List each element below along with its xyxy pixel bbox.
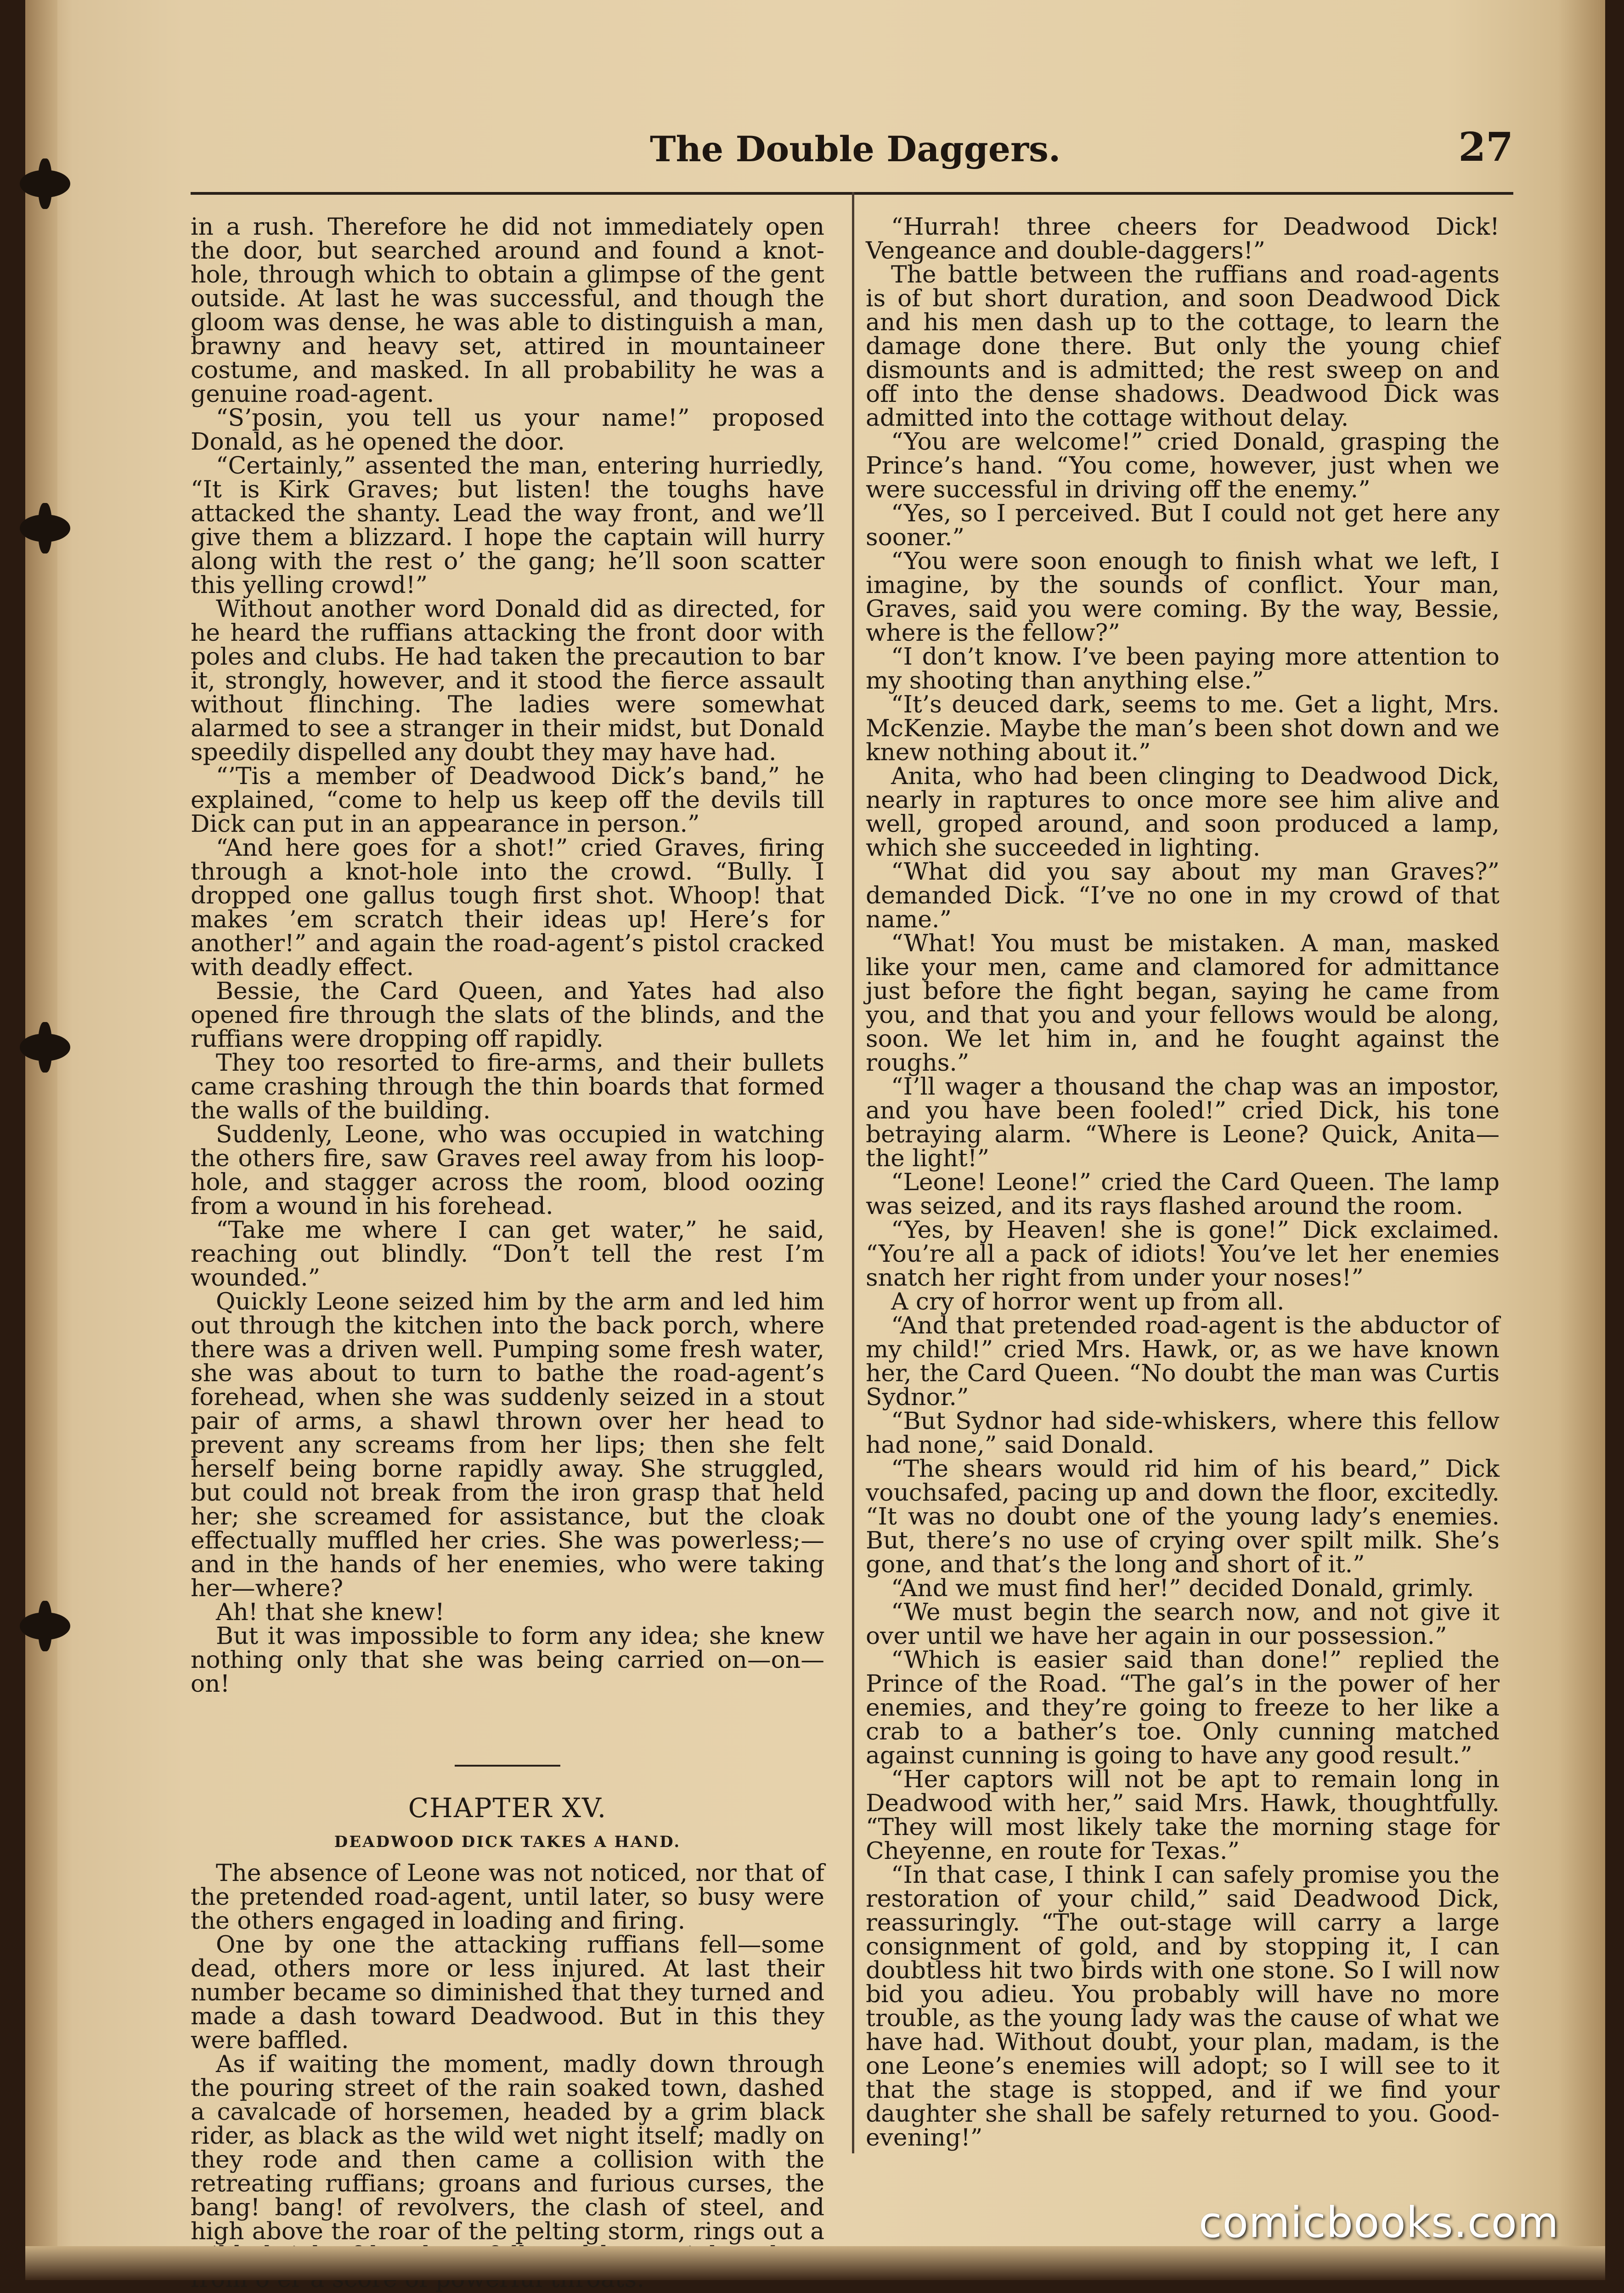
running-title: The Double Daggers. [650,129,1061,169]
paragraph: “Hurrah! three cheers for Deadwood Dick! Vengeance and double-daggers!” [866,213,1500,265]
paragraph: They too resorted to fire-arms, and their bullets came crashing through the thin boards that formed the walls of the building. [191,1049,824,1124]
paragraph: “We must begin the search now, and not give it over until we have her again in our possession.” [866,1598,1500,1650]
paragraph: “Which is easier said than done!” replied the Prince of the Road. “The gal’s in the power of her enemies, and they’re going to freeze to her like a crab to a bather’s toe. Only cunning matched against cunning is going to have any good result.” [866,1646,1500,1769]
column-divider [852,192,854,2153]
paragraph: “Take me where I can get water,” he said, reaching out blindly. “Don’t tell the rest I’m wounded.” [191,1216,824,1292]
paragraph: in a rush. Therefore he did not immediately open the door, but searched around and found a knot-hole, through which to obtain a glimpse of the gent outside. At last he was successful, and though the gloom was dense, he was able to distinguish a man, brawny and heavy set, attired in mountaineer costume, and masked. In all probability he was a genuine road-agent. [191,213,824,408]
paragraph: A cry of horror went up from all. [891,1288,1285,1316]
paragraph: “What did you say about my man Graves?” demanded Dick. “I’ve no one in my crowd of that name.” [866,858,1500,933]
chapter-subtitle: DEADWOOD DICK TAKES A HAND. [334,1833,681,1851]
binding-staple [20,1612,70,1640]
page-gutter-shadow [25,0,57,2280]
chapter-title: CHAPTER XV. [408,1792,607,1824]
paragraph: “I’ll wager a thousand the chap was an impostor, and you have been fooled!” cried Dick, his tone betraying alarm. “Where is Leone? Quick, Anita—the light!” [866,1073,1500,1172]
paragraph: “You were soon enough to finish what we left, I imagine, by the sounds of conflict. Your man, Graves, said you were coming. By the way, Bessie, where is the fellow?” [866,548,1500,647]
paragraph: The absence of Leone was not noticed, nor that of the pretended road-agent, until later, so busy were the others engaged in loading and firing. [191,1859,824,1935]
left-column [191,213,824,2245]
paragraph: Without another word Donald did as directed, for he heard the ruffians attacking the front door with poles and clubs. He had taken the precaution to bar it, strongly, however, and it stood the fierce assault without flinching. The ladies were somewhat alarmed to see a stranger in their midst, but Donald speedily dispelled any doubt they may have had. [191,595,824,766]
paragraph: “’Tis a member of Deadwood Dick’s band,” he explained, “come to help us keep off the devils till Dick can put in an appearance in person.” [191,762,824,838]
page-number: 27 [1458,124,1513,170]
book-page [25,0,1605,2280]
paragraph: “S’posin, you tell us your name!” proposed Donald, as he opened the door. [191,404,824,456]
paragraph: Suddenly, Leone, who was occupied in watching the others fire, saw Graves reel away from his loop-hole, and stagger across the room, blood oozing from a wound in his forehead. [191,1121,824,1220]
paragraph: Bessie, the Card Queen, and Yates had also opened fire through the slats of the blinds, and the ruffians were dropping off rapidly. [191,977,824,1053]
paragraph: Ah! that she knew! [216,1598,445,1626]
paragraph: “In that case, I think I can safely promise you the restoration of your child,” said Deadwood Dick, reassuringly. “The out-stage will carry a large consignment of gold, and by stopping it, I can doubtless hit two birds with one stone. So I will now bid you adieu. You probably will have no more trouble, as the young lady was the cause of what we have had. Without doubt, your plan, madam, is the one Leone’s enemies will adopt; so I will see to it that the stage is stopped, and if we find your daughter she shall be safely returned to you. Good-evening!” [866,1861,1500,2152]
paragraph: “The shears would rid him of his beard,” Dick vouchsafed, pacing up and down the floor, excitedly. “It was no doubt one of the young lady’s enemies. But, there’s no use of crying over spilt milk. She’s gone, and that’s the long and short of it.” [866,1455,1500,1578]
paragraph: “Her captors will not be apt to remain long in Deadwood with her,” said Mrs. Hawk, thoughtfully. “They will most likely take the morning stage for Cheyenne, en route for Texas.” [866,1766,1500,1865]
page-bottom-edge [25,2246,1605,2280]
paragraph: Anita, who had been clinging to Deadwood Dick, nearly in raptures to once more see him alive and well, groped around, and soon produced a lamp, which she succeeded in lighting. [866,762,1500,862]
paragraph: One by one the attacking ruffians fell—some dead, others more or less injured. At last their number became so diminished that they turned and made a dash toward Deadwood. But in this they were baffled. [191,1931,824,2054]
binding-staple [20,1034,70,1061]
site-watermark: comicbooks.com [1199,2198,1559,2247]
binding-staple [20,514,70,542]
paragraph: “Certainly,” assented the man, entering hurriedly, “It is Kirk Graves; but listen! the toughs have attacked the shanty. Lead the way front, and we’ll give them a blizzard. I hope the captain will hurry along with the rest o’ the gang; he’ll soon scatter this yelling crowd!” [191,452,824,599]
paragraph: Quickly Leone seized him by the arm and led him out through the kitchen into the back porch, where there was a driven well. Pumping some fresh water, she was about to turn to bathe the road-agent’s forehead, when she was suddenly seized in a stout pair of arms, a shawl thrown over her head to prevent any screams from her lips; then she felt herself being borne rapidly away. She struggled, but could not break from the iron grasp that held her; she screamed for assistance, but the cloak effectually muffled her cries. She was powerless;—and in the hands of her enemies, who were taking her—where? [191,1288,824,1602]
paragraph: “It’s deuced dark, seems to me. Get a light, Mrs. McKenzie. Maybe the man’s been shot down and we knew nothing about it.” [866,691,1500,766]
paragraph: “You are welcome!” cried Donald, grasping the Prince’s hand. “You come, however, just when we were successful in driving off the enemy.” [866,428,1500,503]
paragraph: “Yes, so I perceived. But I could not get here any sooner.” [866,500,1500,551]
page-header [191,124,1513,179]
paragraph: But it was impossible to form any idea; she knew nothing only that she was being carried on—on—on! [191,1622,824,1698]
paragraph: “I don’t know. I’ve been paying more attention to my shooting than anything else.” [866,643,1500,695]
paragraph: As if waiting the moment, madly down through the pouring street of the rain soaked town, dashed a cavalcade of horsemen, headed by a grim black rider, as black as the wild wet night itself; madly on they rode and then came a collision with the retreating ruffians; groans and furious curses, the bang! bang! of revolvers, the clash of steel, and high above the roar of the pelting storm, rings out a [191,2050,824,2245]
paragraph: “And we must find her!” decided Donald, grimly. [891,1575,1474,1602]
paragraph: “Leone! Leone!” cried the Card Queen. The lamp was seized, and its rays flashed around the room. [866,1169,1500,1220]
paragraph: The battle between the ruffians and road-agents is of but short duration, and soon Deadwood Dick and his men dash up to the cottage, to learn the damage done there. But only the young chief dismounts and is admitted; the rest sweep on and off into the dense shadows. Deadwood Dick was admitted into the cottage without delay. [866,261,1500,432]
paragraph: “What! You must be mistaken. A man, masked like your men, came and clamored for admittance just before the fight began, saying he came from you, and that you and your fellows would be along, soon. We let him in, and he fought against the roughs.” [866,930,1500,1077]
paragraph: “But Sydnor had side-whiskers, where this fellow had none,” said Donald. [866,1407,1500,1459]
chapter-heading [191,1765,824,1857]
paragraph: “And that pretended road-agent is the abductor of my child!” cried Mrs. Hawk, or, as we have known her, the Card Queen. “No doubt the man was Curtis Sydnor.” [866,1312,1500,1411]
paragraph: “And here goes for a shot!” cried Graves, firing through a knot-hole into the crowd. “Bully. I dropped one gallus tough first shot. Whoop! that makes ’em scratch their ideas up! Here’s for another!” and again the road-agent’s pistol cracked with deadly effect. [191,834,824,981]
chapter-rule [455,1765,560,1767]
right-column [866,215,1500,2153]
binding-staple [20,170,70,198]
paragraph: “Yes, by Heaven! she is gone!” Dick exclaimed. “You’re all a pack of idiots! You’ve let her enemies snatch her right from under your noses!” [866,1216,1500,1292]
